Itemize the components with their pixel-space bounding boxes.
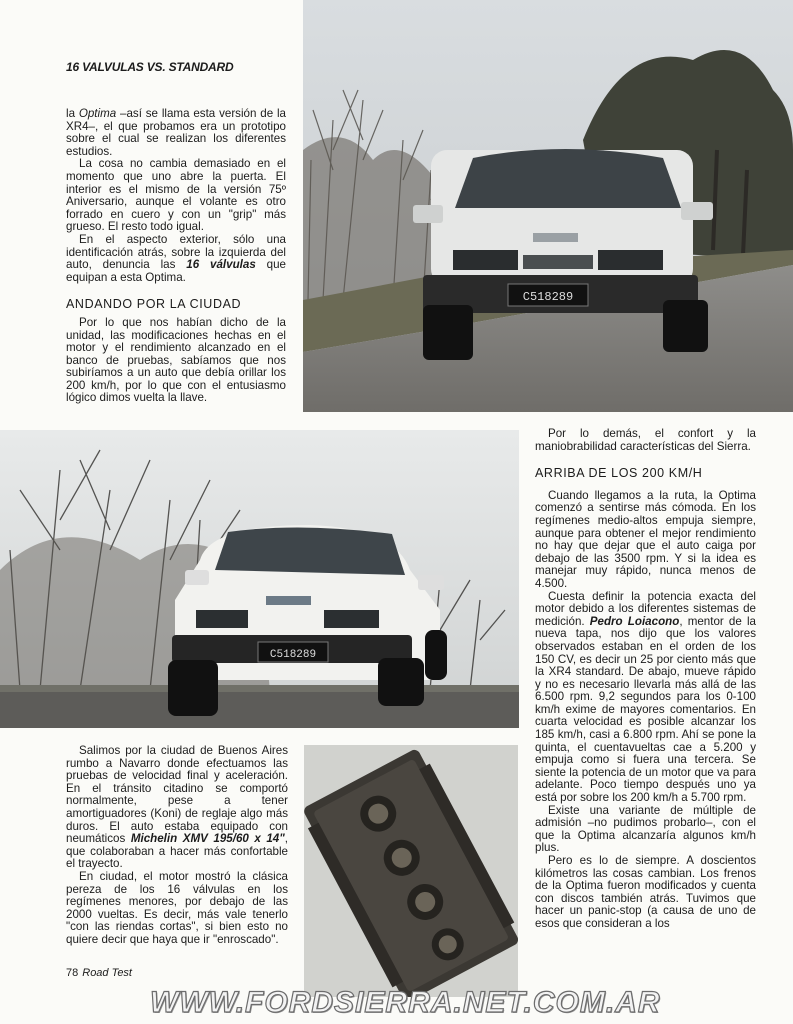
paragraph: la Optima –así se llama esta versión de la XR4–, el que probamos era un prototipo sobre el cual se realizan los diferentes estudios. bbox=[66, 107, 286, 158]
article-column-left-bottom bbox=[66, 745, 288, 947]
photo-car-front-road-image bbox=[303, 0, 793, 412]
paragraph: Por lo demás, el confort y la maniobrabilidad características del Sierra. bbox=[535, 427, 756, 453]
page-footer bbox=[66, 967, 132, 979]
photo-car-driving-trees bbox=[0, 430, 519, 728]
paragraph: Existe una variante de múltiple de admisión –no pudimos probarlo–, con el que la Optima alcanzaría algunos km/h plus. bbox=[535, 803, 756, 855]
magazine-name: Road Test bbox=[82, 967, 132, 979]
paragraph: Pero es lo de siempre. A doscientos kilómetros las cosas cambian. Los frenos de la Optima fueron modificados y cuenta con discos también atrás. Tuvimos que hacer un panic-stop (a causa de uno de esos que consideran a los bbox=[535, 854, 756, 930]
license-plate-mid: C518289 bbox=[269, 649, 317, 661]
paragraph: Cuesta definir la potencia exacta del motor debido a los diferentes sistemas de medición. Pedro Loiacono, mentor de la nueva tapa, nos dijo que los valores observados estaban en el orden de los 150 CV, es decir un 25 por ciento más que la XR4 standard. De abajo, mueve rápido y no es necesario llevarla más allá de las 6.500 rpm. 9,2 segundos para los 0-100 km/h exime de mayores comentarios. En cuarta velocidad es posible alcanzar los 185 km/h, casi a 6.800 rpm. Ahí se pone la quinta, el cuentavueltas cae a 5.200 y empuja como si fuera una tercera. Se siente la potencia de un motor que va para adelante. Poco tiempo después uno ya está por sobre los 200 km/h a 5.700 rpm. bbox=[535, 589, 757, 805]
section-tag: 16 VALVULAS VS. STANDARD bbox=[66, 60, 234, 74]
paragraph: En el aspecto exterior, sólo una identificación atrás, sobre la izquierda del auto, denuncia las 16 válvulas que equipan a esta Optima. bbox=[66, 232, 286, 284]
article-column-left-top bbox=[66, 108, 286, 405]
article-column-right bbox=[535, 428, 756, 931]
photo-car-driving-trees-image bbox=[0, 430, 519, 728]
section-heading: ARRIBA DE LOS 200 KM/H bbox=[535, 466, 703, 481]
paragraph: En ciudad, el motor mostró la clásica pereza de los 16 válvulas en los regímenes menores, por debajo de las 2000 vueltas. Es decir, más vale tenerlo "con las riendas cortas", si bien esto no quiere decir que haya que ir "enroscado". bbox=[66, 869, 288, 946]
photo-car-front-road bbox=[303, 0, 793, 412]
section-heading: ANDANDO POR LA CIUDAD bbox=[66, 297, 242, 312]
paragraph: Salimos por la ciudad de Buenos Aires rumbo a Navarro donde efectuamos las pruebas de velocidad final y aceleración. En el tránsito citadino se comportó normalmente, pese a tener amortiguadores (Koni) de reglaje algo más duros. El auto estaba equipado con neumáticos Michelin XMV 195/60 x 14", que colaboraban a hacer más confortable el trayecto. bbox=[66, 744, 288, 871]
paragraph: Por lo que nos habían dicho de la unidad, las modificaciones hechas en el motor y el rendimiento alcanzado en el banco de pruebas, sabíamos que nos subiríamos a un auto que debía orillar los 200 km/h, por lo que con el entusiasmo lógico dimos vuelta la llave. bbox=[66, 315, 286, 405]
photo-cylinder-head bbox=[304, 745, 518, 997]
license-plate-top: C518289 bbox=[522, 290, 574, 304]
page-number: 78 bbox=[66, 967, 79, 979]
paragraph: La cosa no cambia demasiado en el momento que uno abre la puerta. El interior es el mismo de la versión 75º Aniversario, aunque el volante es otro forrado en cuero y con un "grip" más grueso. El resto todo igual. bbox=[66, 157, 286, 234]
photo-cylinder-head-image bbox=[304, 745, 518, 997]
paragraph: Cuando llegamos a la ruta, la Optima comenzó a sentirse más cómoda. En los regímenes medio-altos empuja siempre, aunque para obtener el mejor rendimiento no hay que dejar que el auto caiga por debajo de las 3500 rpm. Y si la idea es manejar muy rápido, nunca menos de 4.500. bbox=[535, 488, 756, 590]
website-watermark: WWW.FORDSIERRA.NET.COM.AR bbox=[150, 986, 661, 1019]
